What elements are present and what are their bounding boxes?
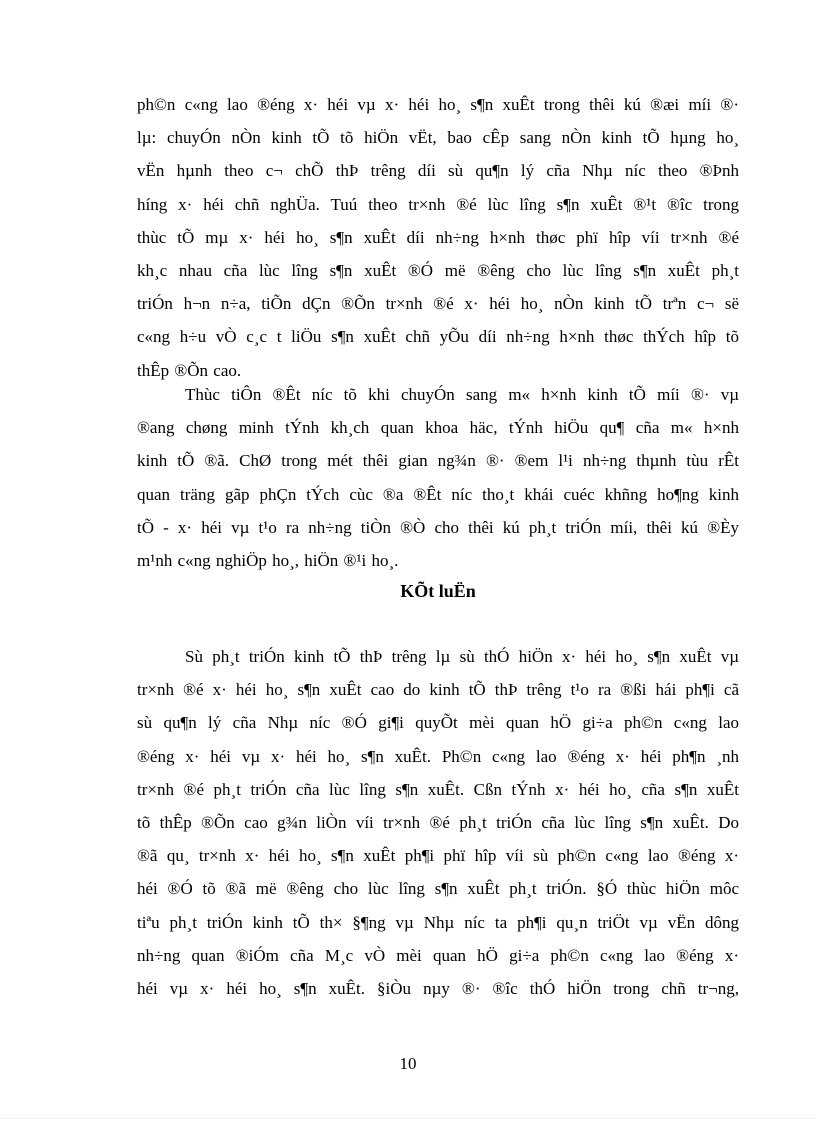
text-line: m¹nh c«ng nghiÖp ho¸, hiÖn ®¹i ho¸. xyxy=(137,551,399,571)
text-line: híng x· héi chñ nghÜa. Tuú theo tr×nh ®é lùc lîng s¶n xuÊt ®¹t ®îc trong xyxy=(137,194,739,214)
page-number: 10 xyxy=(399,1054,417,1073)
text-line: tÕ - x· héi vµ t¹o ra nh÷ng tiÒn ®Ò cho thêi kú ph¸t triÓn míi, thêi kú ®Èy xyxy=(137,517,739,537)
text-line: tõ thÊp ®Õn cao g¾n liÒn víi tr×nh ®é ph¸t triÓn cña lùc lîng s¶n xuÊt. Do xyxy=(137,813,739,833)
paragraph-3 xyxy=(137,640,739,1005)
text-line: héi vµ x· héi ho¸ s¶n xuÊt. §iÒu nµy ®· ®îc thÓ hiÖn trong chñ tr¬ng, xyxy=(137,979,739,999)
text-line: kinh tÕ ®ã. ChØ trong mét thêi gian ng¾n ®· ®em l¹i nh÷ng thµnh tùu rÊt xyxy=(137,451,739,471)
paragraph-2 xyxy=(137,378,739,577)
text-line: ph©n c«ng lao ®éng x· héi vµ x· héi ho¸ s¶n xuÊt trong thêi kú ®æi míi ®· xyxy=(137,95,739,114)
text-line: héi ®Ó tõ ®ã më ®êng cho lùc lîng s¶n xuÊt ph¸t triÓn. §Ó thùc hiÖn môc xyxy=(137,879,739,899)
text-line: tr×nh ®é x· héi ho¸ s¶n xuÊt cao do kinh tÕ thÞ trêng t¹o ra ®ßi hái ph¶i cã xyxy=(137,680,739,700)
text-line: lµ: chuyÓn nÒn kinh tÕ tõ hiÖn vËt, bao cÊp sang nÒn kinh tÕ hµng ho¸ xyxy=(137,128,739,148)
text-line: quan träng gãp phÇn tÝch cùc ®a ®Êt níc tho¸t khái cuéc khñng ho¶ng kinh xyxy=(137,484,739,504)
section-heading: KÕt luËn xyxy=(400,581,476,601)
text-line: thùc tÕ mµ x· héi ho¸ s¶n xuÊt díi nh÷ng h×nh thøc phï hîp víi tr×nh ®é xyxy=(137,227,739,247)
text-line: vËn hµnh theo c¬ chÕ thÞ trêng díi sù qu¶n lý cña Nhµ níc theo ®Þnh xyxy=(137,161,739,181)
text-line: tiªu ph¸t triÓn kinh tÕ th× §¶ng vµ Nhµ níc ta ph¶i qu¸n triÖt vµ vËn dông xyxy=(137,912,739,932)
text-line: tr×nh ®é ph¸t triÓn cña lùc lîng s¶n xuÊt. Cßn tÝnh x· héi ho¸ cña s¶n xuÊt xyxy=(137,779,739,799)
text-line: Thùc tiÔn ®Êt níc tõ khi chuyÓn sang m« h×nh kinh tÕ míi ®· vµ xyxy=(185,385,739,404)
text-line: c«ng h÷u vÒ c¸c t liÖu s¶n xuÊt chñ yÕu díi nh÷ng h×nh thøc thÝch hîp tõ xyxy=(137,327,739,347)
page-bottom-edge xyxy=(0,1118,816,1119)
text-line: Sù ph¸t triÓn kinh tÕ thÞ trêng lµ sù thÓ hiÖn x· héi ho¸ s¶n xuÊt vµ xyxy=(185,647,739,666)
text-line: ®ã qu¸ tr×nh x· héi ho¸ s¶n xuÊt ph¶i phï hîp víi sù ph©n c«ng lao ®éng x· xyxy=(137,846,739,866)
text-line: triÓn h¬n n÷a, tiÕn dÇn ®Õn tr×nh ®é x· héi ho¸ nÒn kinh tÕ trªn c¬ së xyxy=(137,294,739,314)
text-line: thÊp ®Õn cao. xyxy=(137,360,242,380)
text-line: ®éng x· héi vµ x· héi ho¸ s¶n xuÊt. Ph©n c«ng lao ®éng x· héi ph¶n ¸nh xyxy=(137,746,739,766)
text-line: sù qu¶n lý cña Nhµ níc ®Ó gi¶i quyÕt mèi quan hÖ gi÷a ph©n c«ng lao xyxy=(137,713,739,733)
text-line: nh÷ng quan ®iÓm cña M¸c vÒ mèi quan hÖ gi÷a ph©n c«ng lao ®éng x· xyxy=(137,945,739,965)
paragraph-1 xyxy=(137,88,739,387)
text-line: ®ang chøng minh tÝnh kh¸ch quan khoa häc, tÝnh hiÖu qu¶ cña m« h×nh xyxy=(137,418,739,438)
text-line: kh¸c nhau cña lùc lîng s¶n xuÊt ®Ó më ®êng cho lùc lîng s¶n xuÊt ph¸t xyxy=(137,261,739,281)
